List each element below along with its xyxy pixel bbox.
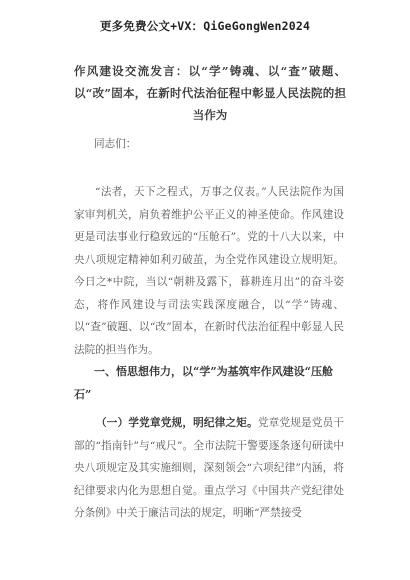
- watermark-text: 更多免费公文+VX：QiGeGongWen2024: [99, 19, 311, 33]
- document-title: 作风建设交流发言：以“学”铸魂、以“查”破题、以“改”固本，在新时代法治征程中彰显人民法院的担当作为: [74, 64, 346, 122]
- paragraph-section-1-1: [74, 412, 344, 525]
- section-heading-1: 一、悟思想伟力，以“学”为基筑牢作风建设“压舱石”: [74, 365, 333, 401]
- subheading-lead: （一）学党章党规，明纪律之矩。: [96, 417, 258, 429]
- paragraph-intro: “法者，天下之程式，万事之仪表。”人民法院作为国家审判机关，肩负着维护公平正义的神圣使命。作风建设更是司法事业行稳致远的“压舱石”。党的十八大以来，中央八项规定精神如利刃破茧，为全党作风建设立规明矩。今日之*中院，当以“朝耕及露下，暮耕连月出”的奋斗姿态，将作风建设与司法实践深度融合，以“学”铸魂、以“查”破题、以“改”固本，在新时代法治征程中彰显人民法院的担当作为。: [74, 186, 344, 356]
- salutation: 同志们：: [94, 138, 137, 150]
- paragraph-body: 党章党规是党员干部的“指南针”与“戒尺”。全市法院干警要逐条逐句研读中央八项规定及其实施细则，深刻领会“六项纪律”内涵，将纪律要求内化为思想自觉。重点学习《中国共产党纪律处分条例》中关于廉洁司法的规定，明晰“严禁接受: [74, 417, 345, 519]
